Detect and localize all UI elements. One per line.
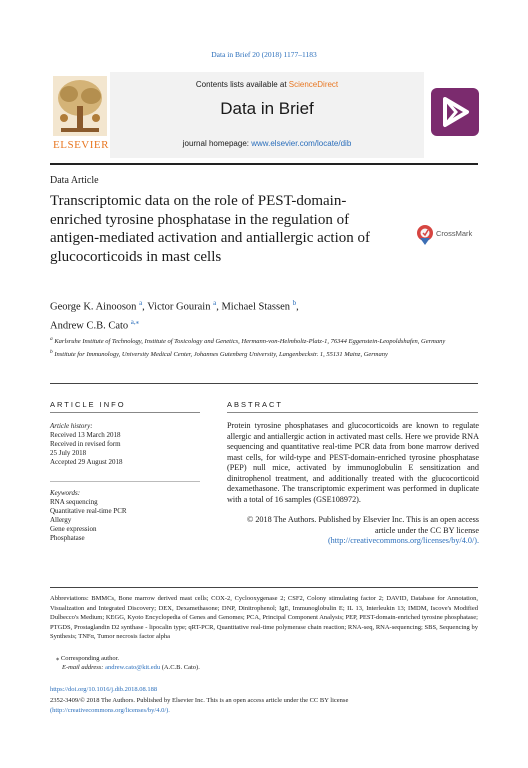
abstract-text: Protein tyrosine phosphatases and glucocorticoids are known to regulate allergic and antiallergic action in activated mast cells. Here we provide RNA sequencing and quantitative real-time PCR data from bone marrow derived mast cells, for wild-type and PEST-domain-enriched tyrosine phosphatase (PEP) null mice, activated by immunoglobulin E sensitization and dinitrophenol treatment, and additionally treated with the glucocorticoid dexamethasone. The transcriptomic experiment was performed in duplicate with a total of 16 samples (GSE108972). bbox=[227, 421, 479, 504]
history-item: Received in revised form bbox=[50, 440, 121, 448]
footnote-rule bbox=[50, 587, 478, 588]
license-link[interactable]: (http://creativecommons.org/licenses/by/4.0/). bbox=[327, 536, 479, 545]
author-affiliation-mark[interactable]: a bbox=[213, 299, 217, 307]
affiliation-text: Karlsruhe Institute of Technology, Institute of Toxicology and Genetics, Hermann-von-Helmholtz-Platz-1, 76344 Eggenstein-Leopoldshafen, Germany bbox=[54, 338, 446, 346]
author-affiliation-mark[interactable]: b bbox=[292, 299, 297, 307]
author-name: Victor Gourain bbox=[147, 301, 211, 313]
homepage-link[interactable]: www.elsevier.com/locate/dib bbox=[251, 139, 352, 148]
data-in-brief-logo bbox=[431, 88, 479, 136]
license-text: 2352-3409/© 2018 The Authors. Published by Elsevier Inc. This is an open access article under the CC BY license bbox=[50, 697, 349, 704]
article-info-heading: ARTICLE INFO bbox=[50, 400, 126, 409]
author-affiliation-mark[interactable]: a bbox=[139, 299, 143, 307]
author-list: George K. Ainooson $^a$, Victor Gourain $^a$, Michael Stassen $^b$, Andrew C.B. Cato $^{a,⁎}$ bbox=[50, 299, 299, 331]
keyword-item: Quantitative real-time PCR bbox=[50, 507, 127, 515]
crossmark-icon bbox=[416, 224, 434, 246]
homepage-prefix: journal homepage: bbox=[182, 139, 249, 148]
article-type: Data Article bbox=[50, 175, 99, 186]
elsevier-wordmark: ELSEVIER bbox=[53, 139, 109, 151]
history-rule bbox=[50, 481, 200, 482]
keywords-label: Keywords: bbox=[50, 489, 81, 497]
corresponding-author-note: ⁎ Corresponding author. bbox=[56, 655, 120, 662]
article-history bbox=[50, 422, 123, 467]
sciencedirect-link[interactable]: ScienceDirect bbox=[288, 80, 339, 89]
copyright-notice bbox=[227, 515, 479, 547]
history-label: Article history: bbox=[50, 422, 93, 430]
email-link[interactable]: andrew.cato@kit.edu bbox=[105, 664, 161, 671]
affiliation-mark: b bbox=[50, 349, 53, 356]
journal-citation[interactable]: Data in Brief 20 (2018) 1177–1183 bbox=[211, 50, 317, 59]
abstract-rule bbox=[227, 412, 478, 413]
journal-title: Data in Brief bbox=[220, 99, 314, 118]
author-name: Michael Stassen bbox=[221, 301, 290, 313]
header-rule bbox=[50, 163, 478, 165]
author-name: George K. Ainooson bbox=[50, 301, 137, 313]
license-footer bbox=[50, 696, 490, 715]
section-rule bbox=[50, 383, 478, 384]
keyword-item: RNA sequencing bbox=[50, 498, 98, 506]
article-title: Transcriptomic data on the role of PEST-domain-enriched tyrosine phosphatase in the regulation of antigen-mediated activation and antiallergic action of glucocorticoids in mast cells bbox=[50, 193, 371, 265]
affiliation-item bbox=[50, 348, 450, 359]
author-name: Andrew C.B. Cato bbox=[50, 320, 129, 331]
abbreviations-footnote: Abbreviations: BMMCs, Bone marrow derived mast cells; COX-2, Cyclooxygenase 2; CSF2, Colony stimulating factor 2; DAVID, Database for Annotation, Visualization and Integrated Discovery; DEX, Dexamethasone; DNP, Dinitrophenol; IgE, Immunoglobulin E; IL 13, Interleukin 13; IMDM, Iscove's Modified Dulbecco's Medium; KEGG, Kyoto Encyclopedia of Genes and Genomes; PCA, Principal Component Analysis; PEP, PEST-domain-enriched tyrosine phosphatase; PTGDS, Prostaglandin D2 synthase - lipocalin type; qRT-PCR, Quantitative real-time polymerase chain reaction; RNA-seq, RNA-sequencing; SBS, Sequencing by Synthesis; TNFα, Tumor necrosis factor alpha bbox=[50, 595, 478, 640]
keyword-item: Gene expression bbox=[50, 525, 97, 533]
history-item: Received 13 March 2018 bbox=[50, 431, 121, 439]
affiliation-text: Institute for Immunology, University Medical Center, Johannes Gutenberg University, Langenbeckstr. 1, 55131 Mainz, Germany bbox=[54, 351, 388, 359]
play-arrow-icon bbox=[431, 88, 479, 136]
author-affiliation-mark[interactable]: a,⁎ bbox=[130, 317, 140, 326]
email-label: E-mail address: bbox=[62, 664, 104, 671]
doi-link[interactable]: https://doi.org/10.1016/j.dib.2018.08.188 bbox=[50, 686, 158, 693]
contents-prefix: Contents lists available at bbox=[195, 80, 287, 89]
crossmark-badge[interactable] bbox=[416, 224, 476, 250]
history-item: 25 July 2018 bbox=[50, 449, 87, 457]
keywords bbox=[50, 489, 127, 543]
abstract-heading: ABSTRACT bbox=[227, 400, 284, 409]
history-item: Accepted 29 August 2018 bbox=[50, 458, 123, 466]
license-footer-link[interactable]: (http://creativecommons.org/licenses/by/4.0/). bbox=[50, 706, 170, 714]
email-line bbox=[62, 663, 200, 672]
affiliation-mark: a bbox=[50, 336, 53, 342]
contents-line bbox=[110, 80, 424, 89]
email-suffix: (A.C.B. Cato). bbox=[161, 664, 200, 671]
journal-homepage bbox=[110, 139, 424, 148]
affiliations bbox=[50, 335, 450, 359]
crossmark-label: CrossMark bbox=[436, 229, 473, 238]
article-info-rule bbox=[50, 412, 200, 413]
keyword-item: Allergy bbox=[50, 516, 72, 524]
copyright-text: © 2018 The Authors. Published by Elsevier Inc. This is an open access article under the CC BY license bbox=[247, 515, 479, 535]
keyword-item: Phosphatase bbox=[50, 534, 85, 542]
affiliation-item bbox=[50, 335, 450, 346]
